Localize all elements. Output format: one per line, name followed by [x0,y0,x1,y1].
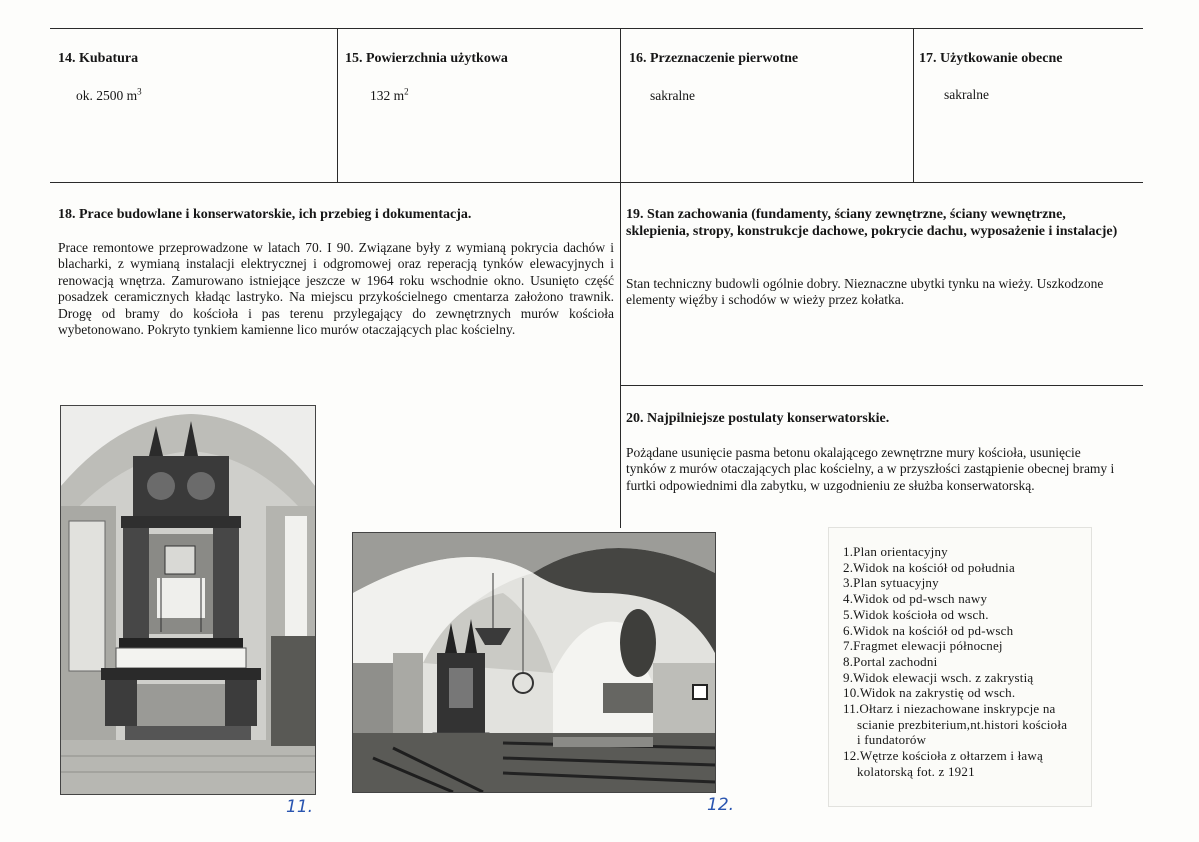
photo-church-interior [352,532,716,793]
col-divider-16-17 [913,28,914,183]
col-divider-15-16 [620,28,621,528]
legend-item: 7.Fragmet elewacji północnej [843,638,1003,654]
legend-item: 6.Widok na kościół od pd-wsch [843,622,1014,638]
table-top-border [50,28,1143,29]
row-divider-2 [620,385,1143,386]
photo-12-number: 12. [707,795,735,815]
field-17-title: 17. Użytkowanie obecne [919,51,1063,66]
legend-item: 11.Ołtarz i niezachowane inskrypcje na [843,701,1056,717]
field-15-value-exponent: 2 [404,86,409,97]
row-divider-1 [50,182,1143,183]
photo-altar [60,405,316,795]
field-14-value [76,88,142,104]
photo-legend [829,528,1091,806]
legend-item: 1.Plan orientacyjny [843,544,948,559]
field-18-title: 18. Prace budowlane i konserwatorskie, ich przebieg i dokumentacja. [58,207,472,222]
legend-item: 4.Widok od pd-wsch nawy [843,591,988,607]
legend-item: scianie prezbiterium,nt.histori kościoła [857,716,1068,732]
field-14-value-text: ok. 2500 m [76,88,138,103]
legend-item: 3.Plan sytuacyjny [843,575,939,591]
field-19-title: 19. Stan zachowania (fundamenty, ściany zewnętrzne, ściany wewnętrzne, sklepienia, stropy, konstrukcje dachowe, pokrycie dachu, wyposażenie i instalacje) [626,207,1118,239]
photo-11-number: 11. [286,797,314,817]
interior-illustration [353,533,715,792]
legend-item: i fundatorów [857,732,927,748]
photo-legend-list [843,544,1088,780]
field-20-title: 20. Najpilniejsze postulaty konserwatorskie. [626,411,890,426]
legend-item: 8.Portal zachodni [843,653,938,669]
field-14-value-exponent: 3 [137,86,142,97]
field-15-value-text: 132 m [370,88,405,103]
field-17-value: sakralne [944,87,989,102]
legend-item: 9.Widok elewacji wsch. z zakrystią [843,669,1034,685]
field-19-text: Stan techniczny budowli ogólnie dobry. Nieznaczne ubytki tynku na wieży. Uszkodzone elementy więźby i schodów w wieży przez kołatka. [626,276,1104,308]
field-20-text: Pożądane usunięcie pasma betonu okalającego zewnętrzne mury kościoła, usunięcie tynków z murów otaczających plac kościelny, a w przyszłości zastąpienie obecnej bramy i furtki odpowiednimi dla zabytku, w uzgodnieniu ze służba konserwatorską. [626,445,1115,493]
field-14-title: 14. Kubatura [58,51,139,66]
legend-item: kolatorską fot. z 1921 [857,763,975,779]
field-16-value: sakralne [650,88,695,103]
legend-item: 10.Widok na zakrystię od wsch. [843,685,1016,701]
field-18-text: Prace remontowe przeprowadzone w latach 70. I 90. Związane były z wymianą pokrycia dachów i blacharki, z wymianą instalacji elektrycznej i odgromowej oraz reperacją tynków elewacyjnych i renowacją wnętrza. Zamurowano istniejące jeszcze w 1964 roku wschodnie okno. Usunięto część posadzek ceramicznych kładąc lastryko. Na miejscu przykościelnego cmentarza założono trawnik. Drogę od bramy do kościoła i pas terenu przylegający do zewnętrznych murów kościoła wybetonowano. Pokryto tynkiem kamienne lico murów otaczających plac kościelny. [58,240,614,338]
field-15-title: 15. Powierzchnia użytkowa [345,51,508,66]
field-15-value [370,88,409,104]
legend-item: 12.Wętrze kościoła z ołtarzem i ławą [843,748,1043,764]
field-16-title: 16. Przeznaczenie pierwotne [629,51,799,66]
altar-illustration [61,406,315,794]
legend-item: 5.Widok kościoła od wsch. [843,606,989,622]
col-divider-14-15 [337,28,338,183]
legend-item: 2.Widok na kościół od południa [843,559,1015,575]
